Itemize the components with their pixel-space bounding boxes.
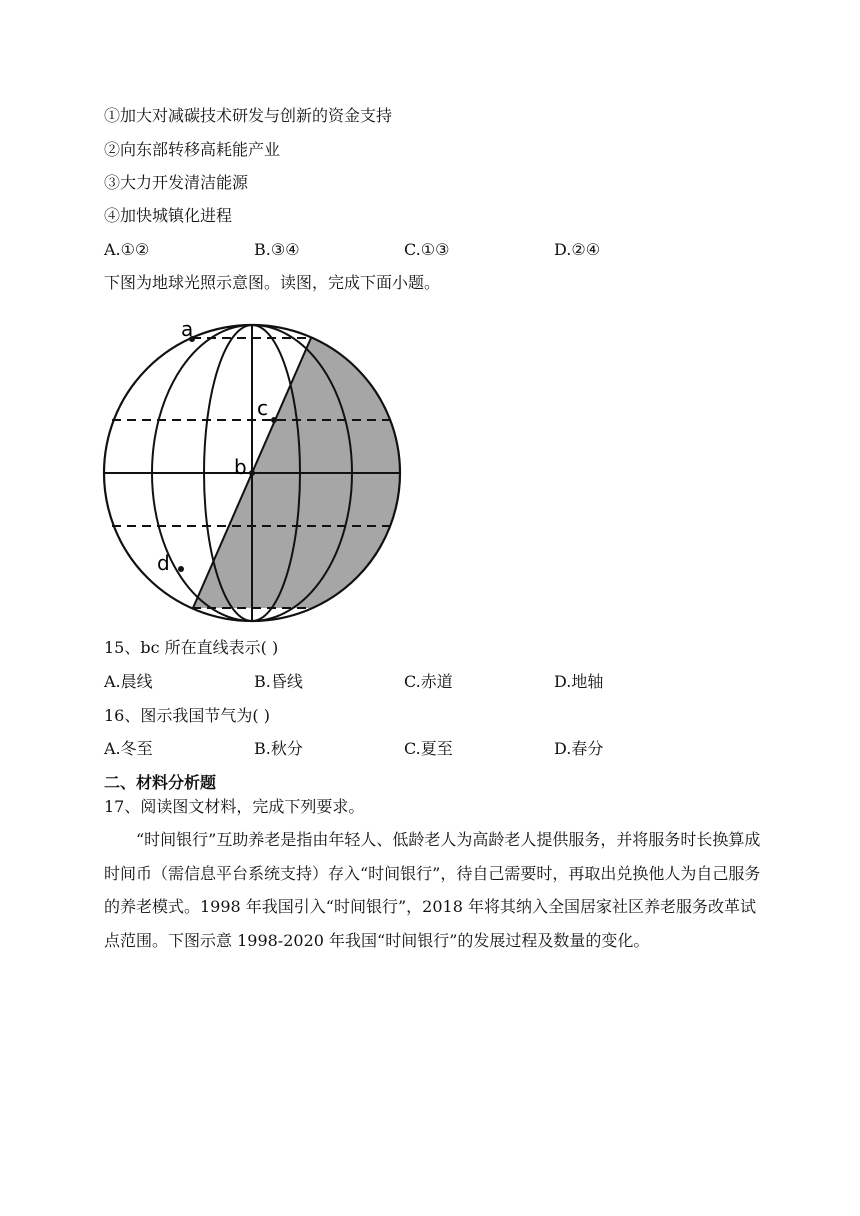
q15-stem: 15、bc 所在直线表示( ) — [104, 638, 279, 657]
label-d: d — [157, 551, 170, 575]
q15-option-a: A.晨线 — [104, 672, 153, 691]
label-c: c — [257, 396, 268, 420]
q15-option-d: D.地轴 — [554, 672, 604, 691]
q16-option-d: D.春分 — [554, 739, 604, 758]
q16-option-c: C.夏至 — [404, 739, 453, 758]
prev-item-4: ④加快城镇化进程 — [104, 206, 233, 225]
q16-option-b: B.秋分 — [254, 739, 303, 758]
figure-intro: 下图为地球光照示意图。读图，完成下面小题。 — [104, 273, 441, 292]
prev-option-b: B.③④ — [254, 240, 300, 259]
point-c — [271, 417, 277, 423]
point-d — [178, 566, 184, 572]
prev-item-3: ③大力开发清洁能源 — [104, 173, 249, 192]
label-b: b — [234, 455, 247, 479]
prev-item-1: ①加大对减碳技术研发与创新的资金支持 — [104, 106, 393, 125]
q16-option-a: A.冬至 — [104, 739, 153, 758]
point-b — [249, 470, 255, 476]
q17-stem: 17、阅读图文材料，完成下列要求。 — [104, 797, 365, 816]
prev-item-2: ②向东部转移高耗能产业 — [104, 140, 281, 159]
prev-option-c: C.①③ — [404, 240, 450, 259]
label-a: a — [181, 318, 194, 341]
earth-illumination-diagram — [100, 318, 406, 628]
q16-stem: 16、图示我国节气为( ) — [104, 706, 270, 725]
q15-option-b: B.昏线 — [254, 672, 303, 691]
prev-option-a: A.①② — [104, 240, 150, 259]
q15-option-c: C.赤道 — [404, 672, 453, 691]
section-heading: 二、材料分析题 — [104, 773, 217, 792]
q17-paragraph: “时间银行”互助养老是指由年轻人、低龄老人为高龄老人提供服务，并将服务时长换算成时间币（需信息平台系统支持）存入“时间银行”，待自己需要时，再取出兑换他人为自己服务的养老模式。1998 年我国引入“时间银行”，2018 年将其纳入全国居家社区养老服务改革试点范围。下图示意 1998-2020 年我国“时间银行”的发展过程及数量的变化。 — [104, 830, 761, 950]
prev-option-d: D.②④ — [554, 240, 601, 259]
